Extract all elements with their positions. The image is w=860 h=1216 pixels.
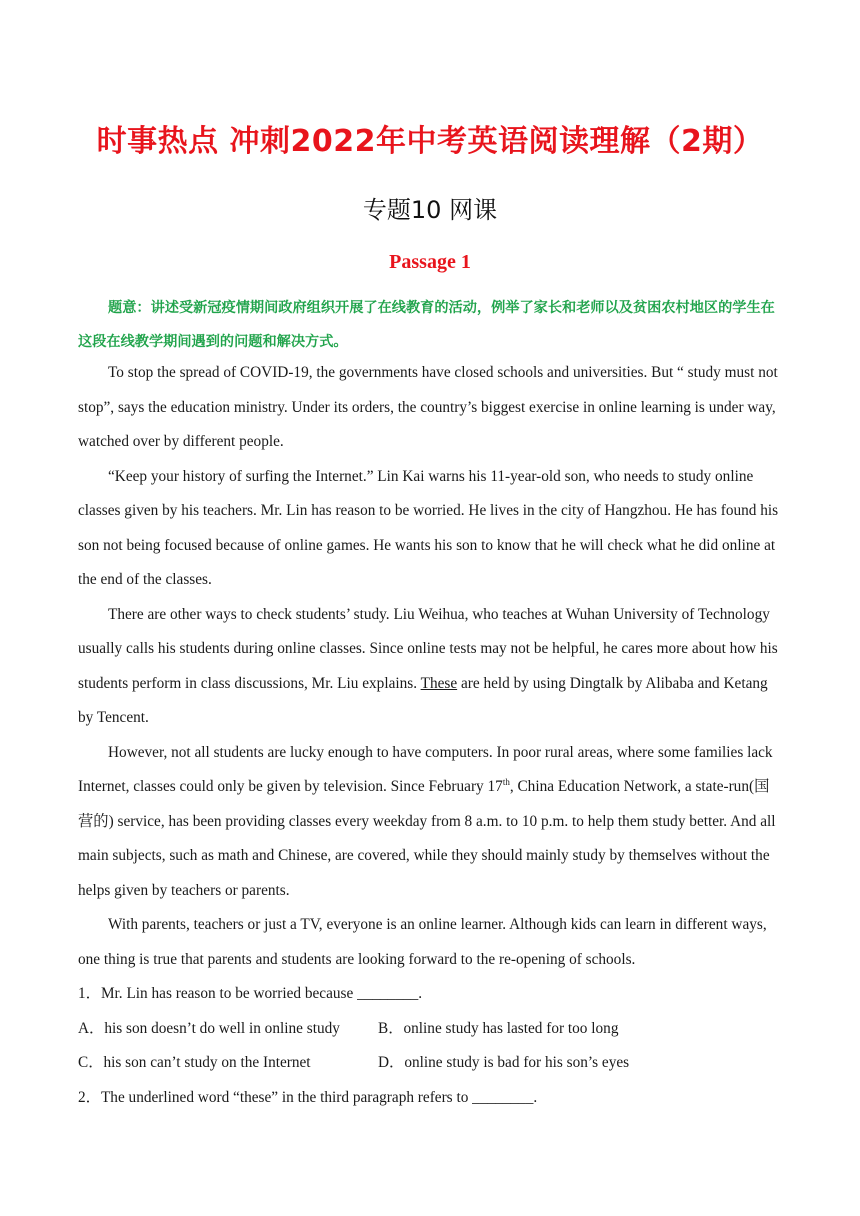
underlined-word: These (420, 674, 458, 692)
paragraph-1: To stop the spread of COVID-19, the governments have closed schools and universities. But “ study must not stop”, says the education ministry. Under its orders, the country’s biggest exercise in online learning is under way, watched over by different people. (78, 364, 778, 450)
question-1-option-d: D．online study is bad for his son’s eyes (378, 1054, 630, 1071)
passage-body (78, 356, 784, 1115)
paragraph-3-text-after: are held by using Dingtalk by Alibaba and Ketang by Tencent. (78, 674, 768, 726)
paragraph-4-text-before: However, not all students are lucky enough to have computers. In poor rural areas, where some families lack Internet, classes could only be given by television. Since February 17 (78, 743, 773, 795)
passage-summary: 题意：讲述受新冠疫情期间政府组织开展了在线教育的活动，例举了家长和老师以及贫困农村地区的学生在这段在线教学期间遇到的问题和解决方式。 (78, 300, 775, 350)
question-1-options-row-2 (78, 1046, 784, 1081)
question-2-stem: 2．The underlined word “these” in the third paragraph refers to ________. (78, 1088, 538, 1106)
paragraph-5: With parents, teachers or just a TV, everyone is an online learner. Although kids can learn in different ways, one thing is true that parents and students are looking forward to the re-opening of schools. (78, 916, 767, 968)
question-1-option-c: C．his son can’t study on the Internet (78, 1054, 311, 1071)
topic-subtitle: 专题10 网课 (362, 196, 498, 224)
question-1-option-a: A．his son doesn’t do well in online study (78, 1019, 340, 1037)
ordinal-suffix: th (502, 776, 510, 787)
paragraph-3 (78, 598, 784, 736)
paragraph-4 (78, 736, 784, 909)
paragraph-2: “Keep your history of surfing the Internet.” Lin Kai warns his 11-year-old son, who needs to study online classes given by his teachers. Mr. Lin has reason to be worried. He lives in the city of Hangzhou. He has found his son not being focused because of online games. He wants his son to know that he will check what he did online at the end of the classes. (78, 467, 779, 588)
passage-label: Passage 1 (389, 251, 471, 273)
page-title: 时事热点 冲刺2022年中考英语阅读理解（2期） (96, 124, 764, 159)
question-1-stem: 1．Mr. Lin has reason to be worried because ________. (78, 985, 423, 1002)
question-1-options-row-1 (78, 1012, 784, 1047)
question-1-option-b: B．online study has lasted for too long (378, 1019, 619, 1037)
paragraph-4-text-after: , China Education Network, a state-run(国营的) service, has been providing classes every weekday from 8 a.m. to 10 p.m. to help them study better. And all main subjects, such as math and Chinese, are covered, while they should mainly study by themselves without the helps given by teachers or parents. (78, 778, 776, 899)
paragraph-3-text-before: There are other ways to check students’ study. Liu Weihua, who teaches at Wuhan University of Technology usually calls his students during online classes. Since online tests may not be helpful, he cares more about how his students perform in class discussions, Mr. Liu explains. (78, 605, 778, 692)
